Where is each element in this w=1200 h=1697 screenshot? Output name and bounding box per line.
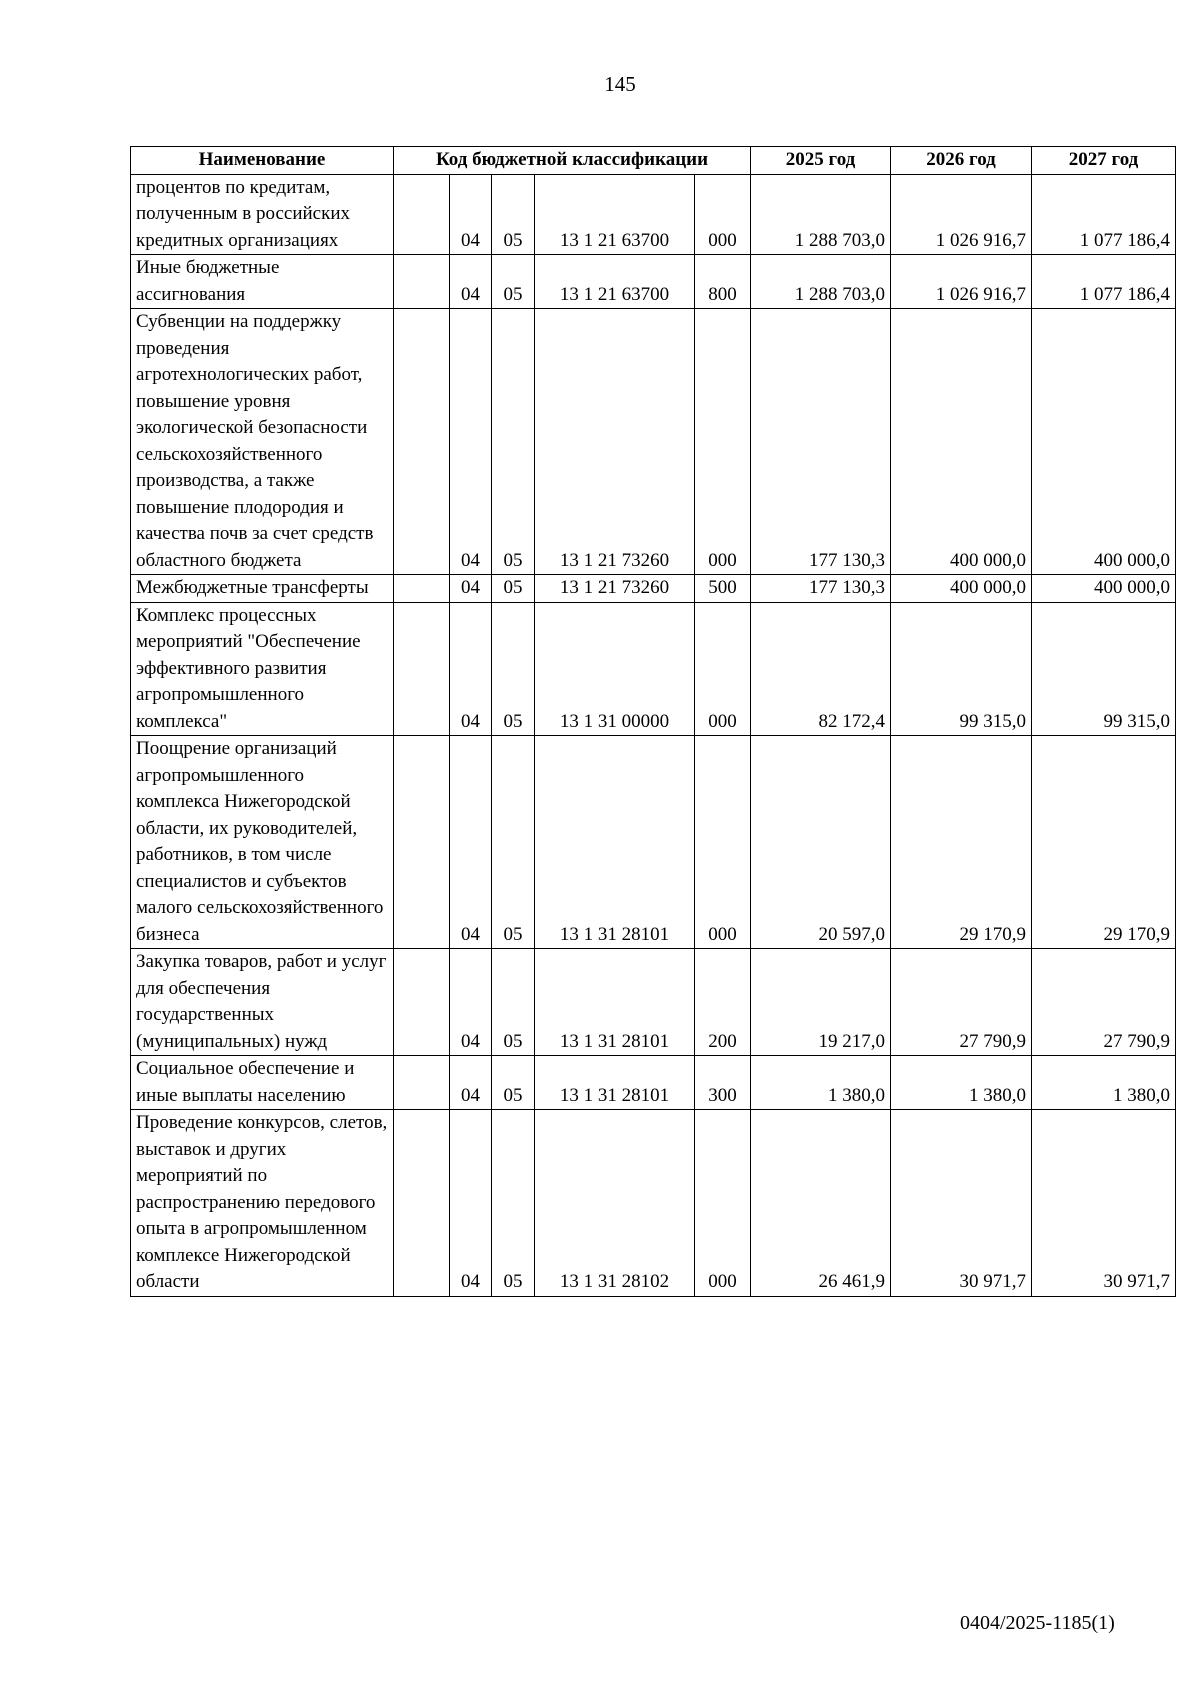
page-number: 145 [604, 72, 636, 96]
row-name: Проведение конкурсов, слетов, выставок и других мероприятий по распространению передового опыта в агропромышленном комплексе Нижегородской области [131, 1110, 394, 1297]
section-code: 04 [450, 736, 492, 949]
amount-2026: 1 026 916,7 [891, 174, 1032, 255]
table-row [131, 255, 1176, 309]
row-name: Комплекс процессных мероприятий "Обеспечение эффективного развития агропромышленного комплекса" [131, 602, 394, 736]
subsection-code: 05 [492, 1110, 535, 1297]
empty-cell [394, 1056, 450, 1110]
amount-2025: 1 288 703,0 [751, 174, 891, 255]
empty-cell [394, 736, 450, 949]
row-name: Межбюджетные трансферты [131, 575, 394, 603]
amount-2027: 1 380,0 [1032, 1056, 1176, 1110]
empty-cell [394, 255, 450, 309]
empty-cell [394, 174, 450, 255]
empty-cell [394, 949, 450, 1056]
amount-2025: 82 172,4 [751, 602, 891, 736]
expense-type-code: 300 [695, 1056, 751, 1110]
section-code: 04 [450, 309, 492, 575]
target-article-code: 13 1 31 28102 [535, 1110, 695, 1297]
table-header-row [131, 147, 1176, 175]
expense-type-code: 000 [695, 174, 751, 255]
amount-2025: 1 288 703,0 [751, 255, 891, 309]
table-row [131, 174, 1176, 255]
document-number: 0404/2025-1185(1) [960, 1612, 1115, 1634]
target-article-code: 13 1 21 63700 [535, 174, 695, 255]
amount-2025: 19 217,0 [751, 949, 891, 1056]
table-row [131, 949, 1176, 1056]
amount-2027: 400 000,0 [1032, 575, 1176, 603]
subsection-code: 05 [492, 602, 535, 736]
subsection-code: 05 [492, 736, 535, 949]
table-row [131, 1110, 1176, 1297]
amount-2026: 1 026 916,7 [891, 255, 1032, 309]
target-article-code: 13 1 31 28101 [535, 949, 695, 1056]
table-row [131, 575, 1176, 603]
row-name: Поощрение организаций агропромышленного комплекса Нижегородской области, их руководителей, работников, в том числе специалистов и субъектов малого сельскохозяйственного бизнеса [131, 736, 394, 949]
empty-cell [394, 309, 450, 575]
subsection-code: 05 [492, 949, 535, 1056]
row-name: Закупка товаров, работ и услуг для обеспечения государственных (муниципальных) нужд [131, 949, 394, 1056]
amount-2026: 400 000,0 [891, 309, 1032, 575]
header-name: Наименование [131, 147, 394, 175]
expense-type-code: 000 [695, 309, 751, 575]
row-name: Субвенции на поддержку проведения агротехнологических работ, повышение уровня экологической безопасности сельскохозяйственного производства, а также повышение плодородия и качества почв за счет средств областного бюджета [131, 309, 394, 575]
amount-2026: 1 380,0 [891, 1056, 1032, 1110]
target-article-code: 13 1 21 63700 [535, 255, 695, 309]
subsection-code: 05 [492, 575, 535, 603]
amount-2025: 177 130,3 [751, 575, 891, 603]
amount-2026: 30 971,7 [891, 1110, 1032, 1297]
subsection-code: 05 [492, 309, 535, 575]
target-article-code: 13 1 21 73260 [535, 309, 695, 575]
amount-2026: 400 000,0 [891, 575, 1032, 603]
empty-cell [394, 575, 450, 603]
target-article-code: 13 1 31 28101 [535, 1056, 695, 1110]
target-article-code: 13 1 31 00000 [535, 602, 695, 736]
amount-2026: 27 790,9 [891, 949, 1032, 1056]
section-code: 04 [450, 949, 492, 1056]
expense-type-code: 200 [695, 949, 751, 1056]
row-name: Социальное обеспечение и иные выплаты населению [131, 1056, 394, 1110]
section-code: 04 [450, 1110, 492, 1297]
amount-2027: 29 170,9 [1032, 736, 1176, 949]
section-code: 04 [450, 602, 492, 736]
target-article-code: 13 1 21 73260 [535, 575, 695, 603]
target-article-code: 13 1 31 28101 [535, 736, 695, 949]
header-2026: 2026 год [891, 147, 1032, 175]
table-row [131, 602, 1176, 736]
table-row [131, 736, 1176, 949]
amount-2027: 27 790,9 [1032, 949, 1176, 1056]
amount-2026: 29 170,9 [891, 736, 1032, 949]
header-2025: 2025 год [751, 147, 891, 175]
subsection-code: 05 [492, 174, 535, 255]
subsection-code: 05 [492, 1056, 535, 1110]
table-row [131, 309, 1176, 575]
row-name: процентов по кредитам, полученным в российских кредитных организациях [131, 174, 394, 255]
empty-cell [394, 602, 450, 736]
amount-2027: 30 971,7 [1032, 1110, 1176, 1297]
empty-cell [394, 1110, 450, 1297]
expense-type-code: 000 [695, 736, 751, 949]
amount-2026: 99 315,0 [891, 602, 1032, 736]
expense-type-code: 000 [695, 1110, 751, 1297]
section-code: 04 [450, 174, 492, 255]
amount-2027: 99 315,0 [1032, 602, 1176, 736]
amount-2027: 400 000,0 [1032, 309, 1176, 575]
amount-2027: 1 077 186,4 [1032, 174, 1176, 255]
header-code: Код бюджетной классификации [394, 147, 751, 175]
budget-table [130, 146, 1176, 1297]
expense-type-code: 000 [695, 602, 751, 736]
section-code: 04 [450, 575, 492, 603]
table-row [131, 1056, 1176, 1110]
amount-2025: 26 461,9 [751, 1110, 891, 1297]
expense-type-code: 500 [695, 575, 751, 603]
header-2027: 2027 год [1032, 147, 1176, 175]
row-name: Иные бюджетные ассигнования [131, 255, 394, 309]
amount-2027: 1 077 186,4 [1032, 255, 1176, 309]
expense-type-code: 800 [695, 255, 751, 309]
amount-2025: 20 597,0 [751, 736, 891, 949]
section-code: 04 [450, 1056, 492, 1110]
section-code: 04 [450, 255, 492, 309]
amount-2025: 1 380,0 [751, 1056, 891, 1110]
subsection-code: 05 [492, 255, 535, 309]
amount-2025: 177 130,3 [751, 309, 891, 575]
